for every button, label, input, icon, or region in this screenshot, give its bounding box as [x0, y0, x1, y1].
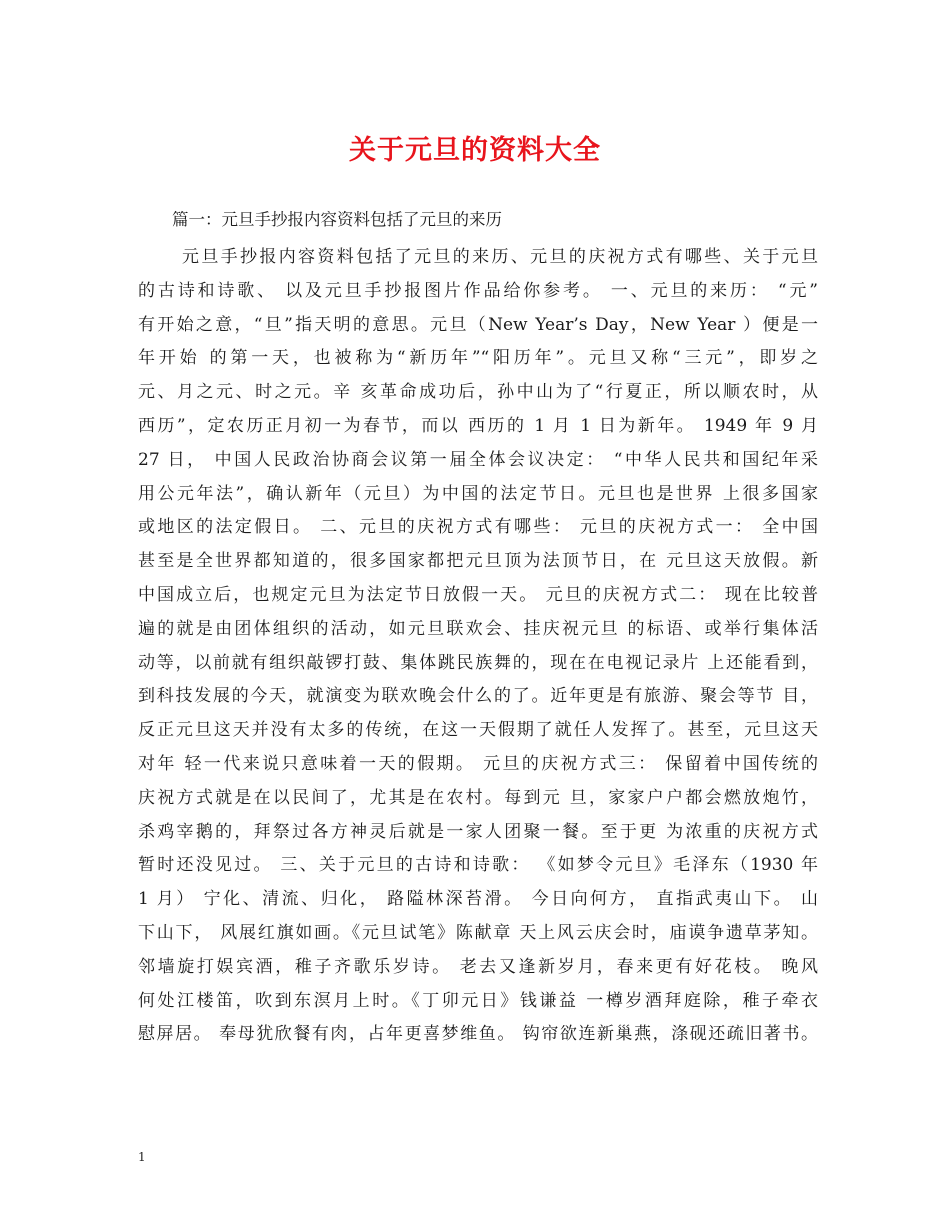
body-line: 或地区的法定假日。 二、元旦的庆祝方式有哪些： 元旦的庆祝方式一： 全中国: [138, 517, 818, 538]
body-line: 何处江楼笛，吹到东溟月上时。《丁卯元日》钱谦益 一樽岁酒拜庭除，稚子牵衣: [138, 990, 818, 1011]
body-line: 邻墙旋打娱宾酒，稚子齐歌乐岁诗。 老去又逢新岁月，春来更有好花枝。 晚风: [138, 956, 818, 977]
document-title: 关于元旦的资料大全: [349, 135, 601, 166]
body-text: [138, 241, 818, 1052]
body-line: 遍的就是由团体组织的活动，如元旦联欢会、挂庆祝元旦 的标语、或举行集体活: [138, 618, 818, 639]
body-line: 1 月） 宁化、清流、归化， 路隘林深苔滑。 今日向何方， 直指武夷山下。 山: [138, 889, 818, 910]
body-line: 对年 轻一代来说只意味着一天的假期。 元旦的庆祝方式三： 保留着中国传统的: [138, 753, 818, 774]
body-line: 庆祝方式就是在以民间了，尤其是在农村。每到元 旦，家家户户都会燃放炮竹，: [138, 787, 818, 808]
page-number: 1: [138, 1150, 146, 1164]
body-line: 元旦手抄报内容资料包括了元旦的来历、元旦的庆祝方式有哪些、关于元旦: [182, 247, 818, 267]
section-heading: 篇一：元旦手抄报内容资料包括了元旦的来历: [172, 210, 502, 229]
body-line: 有开始之意，“旦”指天明的意思。元旦（New Year’s Day，New Year ）便是一: [138, 314, 818, 335]
body-line: 慰屏居。 奉母犹欣餐有肉，占年更喜梦维鱼。 钩帘欲连新巢燕，涤砚还疏旧著书。: [138, 1024, 818, 1045]
body-line: 用公元年法”，确认新年（元旦）为中国的法定节日。元旦也是世界 上很多国家: [138, 483, 818, 504]
body-line: 的古诗和诗歌、 以及元旦手抄报图片作品给你参考。 一、元旦的来历： “元”: [138, 280, 818, 301]
body-line: 动等，以前就有组织敲锣打鼓、集体跳民族舞的，现在在电视记录片 上还能看到，: [138, 652, 818, 673]
body-line: 下山下， 风展红旗如画。《元旦试笔》陈献章 天上风云庆会时，庙谟争遗草茅知。: [138, 922, 818, 943]
body-line: 中国成立后，也规定元旦为法定节日放假一天。 元旦的庆祝方式二： 现在比较普: [138, 584, 818, 605]
body-line: 杀鸡宰鹅的，拜祭过各方神灵后就是一家人团聚一餐。至于更 为浓重的庆祝方式: [138, 821, 818, 842]
body-line: 到科技发展的今天，就演变为联欢晚会什么的了。近年更是有旅游、聚会等节 目，: [138, 686, 818, 707]
body-line: 西历”，定农历正月初一为春节，而以 西历的 1 月 1 日为新年。 1949 年 9 月: [138, 415, 818, 436]
body-line: 暂时还没见过。 三、关于元旦的古诗和诗歌： 《如梦令元旦》毛泽东（1930 年: [138, 855, 818, 876]
body-line: 甚至是全世界都知道的，很多国家都把元旦顶为法顶节日，在 元旦这天放假。新: [138, 551, 818, 572]
body-line: 反正元旦这天并没有太多的传统，在这一天假期了就任人发挥了。甚至，元旦这天: [138, 720, 818, 741]
body-line: 27 日， 中国人民政治协商会议第一届全体会议决定： “中华人民共和国纪年采: [138, 449, 818, 470]
body-line: 年开始 的第一天，也被称为“新历年”“阳历年”。元旦又称“三元”，即岁之: [138, 348, 818, 369]
body-line: 元、月之元、时之元。辛 亥革命成功后，孙中山为了“行夏正，所以顺农时，从: [138, 382, 818, 403]
